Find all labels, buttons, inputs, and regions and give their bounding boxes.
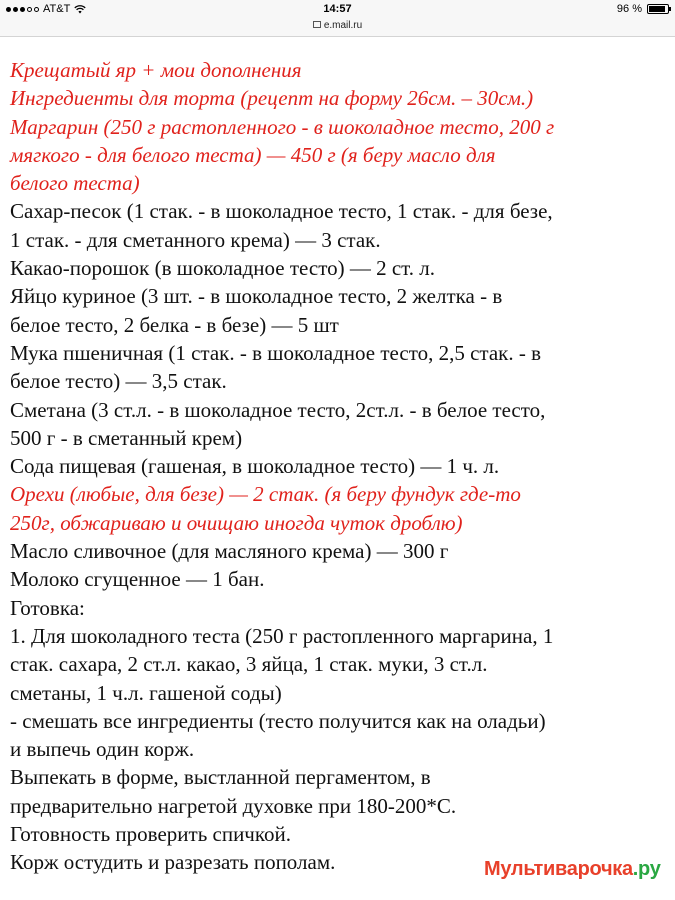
- recipe-text: [10, 56, 660, 877]
- text-line: 1 стак. - для сметанного крема) — 3 стак.: [10, 227, 381, 252]
- url-text: e.mail.ru: [323, 20, 363, 31]
- text-line: Какао-порошок (в шоколадное тесто) — 2 ст. л.: [10, 256, 435, 281]
- text-line: белое тесто, 2 белка - в безе) — 5 шт: [10, 312, 339, 337]
- clock: 14:57: [323, 3, 352, 15]
- text-line: Орехи (любые, для безе) — 2 стак. (я беру фундук где-то: [10, 482, 521, 507]
- text-line: Маргарин (250 г растопленного - в шоколадное тесто, 200 г: [10, 114, 555, 139]
- text-line: 1. Для шоколадного теста (250 г растопленного маргарина, 1: [10, 623, 554, 648]
- text-line: Сода пищевая (гашеная, в шоколадное тесто) — 1 ч. л.: [10, 454, 500, 479]
- text-line: Ингредиенты для торта (рецепт на форму 26см. – 30см.): [10, 86, 534, 111]
- text-line: Корж остудить и разрезать пополам.: [10, 850, 336, 875]
- text-line: Молоко сгущенное — 1 бан.: [10, 567, 265, 592]
- text-line: Мука пшеничная (1 стак. - в шоколадное тесто, 2,5 стак. - в: [10, 340, 542, 365]
- text-line: белого теста): [10, 171, 140, 196]
- text-line: предварительно нагретой духовке при 180-200*С.: [10, 793, 457, 818]
- text-line: сметаны, 1 ч.л. гашеной соды): [10, 680, 282, 705]
- text-line: Яйцо куриное (3 шт. - в шоколадное тесто, 2 желтка - в: [10, 284, 503, 309]
- text-line: Готовность проверить спичкой.: [10, 822, 291, 847]
- text-line: и выпечь один корж.: [10, 737, 195, 762]
- text-line: 250г, обжариваю и очищаю иногда чуток дроблю): [10, 510, 463, 535]
- text-line: Крещатый яр + мои дополнения: [10, 58, 302, 82]
- text-line: мягкого - для белого теста) — 450 г (я беру масло для: [10, 142, 496, 167]
- text-line: Выпекать в форме, выстланной пергаментом, в: [10, 765, 431, 790]
- lock-icon: [313, 21, 321, 28]
- text-line: белое тесто) — 3,5 стак.: [10, 369, 227, 394]
- site-watermark: [484, 858, 661, 881]
- address-bar[interactable]: [0, 20, 675, 31]
- text-line: Готовка:: [10, 595, 85, 620]
- text-line: - смешать все ингредиенты (тесто получится как на оладьи): [10, 708, 546, 733]
- text-line: Сметана (3 ст.л. - в шоколадное тесто, 2ст.л. - в белое тесто,: [10, 397, 546, 422]
- text-line: Масло сливочное (для масляного крема) — 300 г: [10, 539, 449, 564]
- text-line: Сахар-песок (1 стак. - в шоколадное тесто, 1 стак. - для безе,: [10, 199, 553, 224]
- text-line: стак. сахара, 2 ст.л. какао, 3 яйца, 1 стак. муки, 3 ст.л.: [10, 652, 488, 677]
- battery-area: [617, 3, 669, 15]
- battery-percent: 96 %: [616, 3, 642, 15]
- battery-icon: [647, 4, 669, 14]
- status-bar: [0, 0, 675, 37]
- watermark-main: Мультиварочка: [484, 858, 633, 880]
- carrier-label: AT&T: [43, 3, 71, 15]
- watermark-suffix: .ру: [632, 858, 661, 880]
- text-line: 500 г - в сметанный крем): [10, 425, 243, 450]
